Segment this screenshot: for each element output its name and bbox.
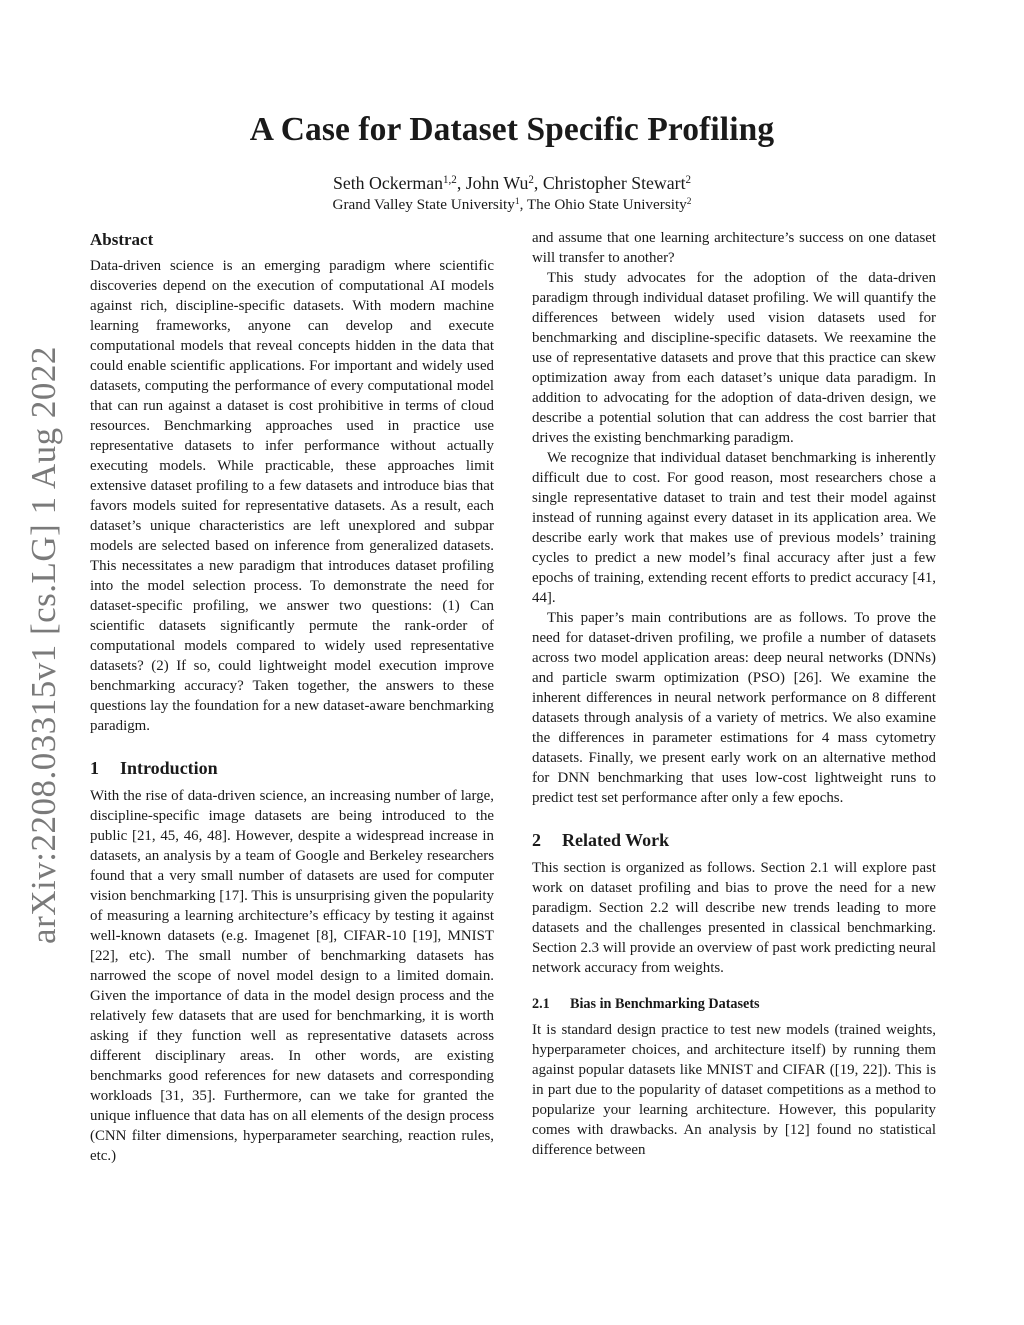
affiliation-name: The Ohio State University <box>526 196 687 213</box>
related-work-paragraph: This section is organized as follows. Section 2.1 will explore past work on dataset profiling and bias to prove the need for a new paradigm. Section 2.2 will describe new trends leading to more datasets and the challenges presented in classical benchmarking. Section 2.3 will provide an overview of past work predicting neural network accuracy from weights. <box>532 860 936 976</box>
left-column <box>90 228 494 1166</box>
author-affiliation-marker: 1,2 <box>443 173 457 186</box>
section-number: 2 <box>532 830 541 850</box>
section-title: Related Work <box>562 830 670 850</box>
affiliation-name: Grand Valley State University <box>332 196 515 213</box>
affiliation-marker: 2 <box>686 196 692 207</box>
right-column <box>532 228 936 1160</box>
section-heading-related-work <box>532 828 936 852</box>
abstract-heading: Abstract <box>90 230 154 249</box>
author-affiliation-marker: 2 <box>685 173 692 186</box>
section-number: 1 <box>90 758 99 778</box>
section-heading-introduction <box>90 756 494 780</box>
affiliation-list: Grand Valley State University$^1$, The Ohio State University$^2$ <box>332 196 692 213</box>
paper-title: A Case for Dataset Specific Profiling <box>249 111 775 148</box>
author-affiliation-marker: 2 <box>528 173 534 186</box>
introduction-paragraph-continued: and assume that one learning architecture’s success on one dataset will transfer to another? <box>532 230 936 266</box>
affiliation-marker: 1 <box>514 196 520 207</box>
author-name: John Wu <box>465 173 529 193</box>
section-title: Introduction <box>120 758 218 778</box>
introduction-paragraph: We recognize that individual dataset benchmarking is inherently difficult due to cost. For good reason, most researchers chose a single representative dataset to train and test their model against instead of running against every dataset in its application area. We describe early work that makes use of previous models’ training cycles to predict a new model’s final accuracy after just a few epochs of training, extending recent efforts to predict accuracy [41, 44]. <box>532 450 936 606</box>
arxiv-stamp-text: arXiv:2208.03315v1 [cs.LG] 1 Aug 2022 <box>24 346 63 944</box>
author-name: Christopher Stewart <box>542 173 686 193</box>
introduction-paragraph: This paper’s main contributions are as follows. To prove the need for dataset-driven profiling, we profile a number of datasets across two model application areas: deep neural networks (DNNs) and particle swarm optimization (PSO) [26]. We examine the inherent differences in neural network performance on 8 different datasets through analysis of a variety of metrics. We also examine the differences in parameter estimations for 4 mass cytometry datasets. Finally, we present early work on an alternative method for DNN benchmarking that uses low-cost lightweight runs to predict test set performance after only a few epochs. <box>532 610 936 806</box>
introduction-paragraph: With the rise of data-driven science, an increasing number of large, discipline-specific image datasets are being introduced to the public [21, 45, 46, 48]. However, despite a widespread increase in datasets, an analysis by a team of Google and Berkeley researchers found that a very small number of datasets are used for computer vision benchmarking [17]. This is unsurprising given the popularity of measuring a learning architecture’s efficacy by testing it against well-known datasets (e.g. Imagenet [8], CIFAR-10 [19], MNIST [22], etc). The small number of benchmarking datasets has narrowed the scope of novel model design to a limited domain. Given the importance of data in the model design process and the relatively few datasets that are used for benchmarking, it is worth asking if they function well as representative datasets across different disciplinary areas. In other words, are existing benchmarks good references for new datasets and corresponding workloads [31, 35]. Furthermore, can we take for granted the unique influence that data has on all elements of the design process (CNN filter dimensions, hyperparameter searching, reaction rules, etc.) <box>90 788 494 1164</box>
subsection-title: Bias in Benchmarking Datasets <box>570 996 760 1012</box>
author-name: Seth Ockerman <box>332 173 444 193</box>
author-list: Seth Ockerman$^{1,2}$, John Wu$^2$, Christopher Stewart$^2$ <box>332 173 692 193</box>
introduction-paragraph: This study advocates for the adoption of the data-driven paradigm through individual dataset profiling. We will quantify the differences between widely used vision datasets used for benchmarking and discipline-specific datasets. We reexamine the use of representative datasets and prove that this practice can skew optimization away from each dataset’s unique data paradigm. In addition to advocating for the adoption of data-driven design, we describe a potential solution that can address the cost barrier that drives the existing benchmarking paradigm. <box>532 270 936 446</box>
abstract-text: Data-driven science is an emerging paradigm where scientific discoveries depend on the execution of computational AI models against rich, discipline-specific datasets. With modern machine learning frameworks, anyone can develop and execute computational models that reveal concepts hidden in the data that could enable scientific applications. For important and widely used datasets, computing the performance of every computational model that can run against a dataset is cost prohibitive in terms of cloud resources. Benchmarking approaches used in practice use representative datasets to infer performance without actually executing models. While practicable, these approaches limit extensive dataset profiling to a few datasets and introduce bias that favors models suited for representative datasets. As a result, each dataset’s unique characteristics are left unexplored and subpar models are selected based on inference from generalized datasets. This necessitates a new paradigm that introduces dataset profiling into the model selection process. To demonstrate the need for dataset-specific profiling, we answer two questions: (1) Can scientific datasets significantly permute the rank-order of computational models compared to widely used representative datasets? (2) If so, could lightweight model execution improve benchmarking accuracy? Taken together, the answers to these questions lay the foundation for a new dataset-aware benchmarking paradigm. <box>90 258 494 734</box>
subsection-number: 2.1 <box>532 996 550 1012</box>
arxiv-stamp <box>22 346 66 944</box>
bias-paragraph: It is standard design practice to test new models (trained weights, hyperparameter choices, and architecture itself) by running them against popular datasets like MNIST and CIFAR ([19, 22]). This is in part due to the popularity of dataset competitions as a method to popularize your learning architecture. However, this popularity comes with drawbacks. An analysis by [12] found no statistical difference between <box>532 1022 936 1158</box>
subsection-heading-bias <box>532 994 936 1014</box>
